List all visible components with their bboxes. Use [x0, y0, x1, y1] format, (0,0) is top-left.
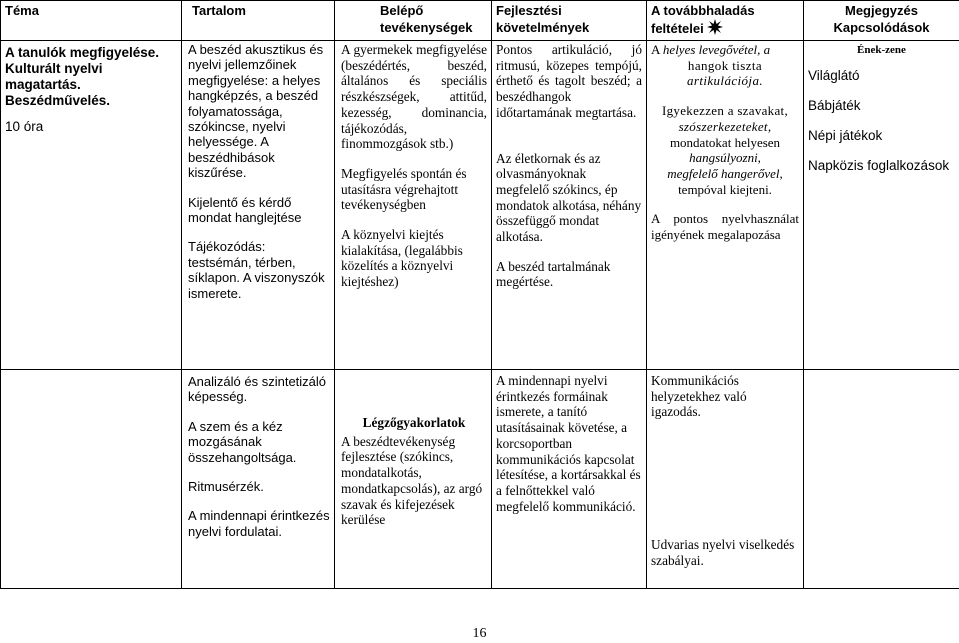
megjegyzes-cell-empty	[804, 370, 959, 589]
belepo-p2: Megfigyelés spontán és utasításra végrehajtott tevékenységben	[341, 165, 467, 213]
tovabbhaladas-line1	[651, 42, 799, 58]
megjegyzes-head: Ének-zene	[857, 44, 906, 56]
fejlesztesi2-text: A mindennapi nyelvi érintkezés formáinak ismerete, a tanító utasításainak követése, a korcsoportban kommunikációs kapcsolat létesítése, a kortársakkal és a felnőttekkel való megfelelő kommunikáció.	[496, 373, 641, 514]
megjegyzes-item-1: Világlátó	[808, 68, 860, 83]
megjegyzes-item-3: Népi játékok	[808, 128, 883, 143]
header-row	[1, 1, 959, 41]
header-megjegyzes: Megjegyzés Kapcsolódások	[804, 1, 959, 41]
tovabbhaladas-cell-2	[647, 370, 804, 589]
header-belepo: Belépő tevékenységek	[335, 1, 492, 41]
tema-title: A tanulók megfigyelése. Kulturált nyelvi magatartás. Beszédművelés.	[5, 45, 160, 108]
belepo-cell	[335, 41, 492, 370]
table-row	[1, 41, 959, 370]
tovabbhaladas-p2b: szószerkezeteket,	[678, 118, 772, 134]
fejlesztesi-p1: Pontos artikuláció, jó ritmusú, közepes tempójú, érthető és tagolt beszéd; a beszédhangok időtartamának megtartása.	[496, 42, 642, 120]
belepo-cell-2	[335, 370, 492, 589]
tovabbhaladas-p1c: hangok tiszta	[687, 57, 763, 73]
belepo2-text: A beszédtevékenység fejlesztése (szókincs, mondatalkotás, mondatkapcsolás), az argó szavak és kifejezések kerülése	[341, 433, 483, 528]
fejlesztesi-cell-2	[492, 370, 647, 589]
tartalom2-p3: Ritmusérzék.	[188, 479, 264, 495]
tovabbhaladas-p2f: tempóval kiejteni.	[678, 181, 772, 197]
tema-hours: 10 óra	[5, 119, 44, 134]
tartalom-p2: Kijelentő és kérdő mondat hanglejtése	[188, 194, 302, 226]
tovabbhaladas-p2e: megfelelő hangerővel,	[667, 165, 783, 181]
megjegyzes-cell	[804, 41, 959, 370]
tovabbhaladas-p3: A pontos nyelvhasználat igényének megalapozása	[651, 211, 799, 243]
header-tartalom: Tartalom	[182, 1, 335, 41]
tovabbhaladas-p1a: A	[651, 42, 663, 57]
eight-point-star-icon	[707, 19, 723, 39]
tema-cell-empty	[1, 370, 182, 589]
table-row	[1, 370, 959, 589]
fejlesztesi-p3: A beszéd tartalmának megértése.	[496, 258, 611, 290]
tovabbhaladas2-p1: Kommunikációs helyzetekhez való igazodás.	[651, 373, 747, 420]
tovabbhaladas-cell	[647, 41, 804, 370]
tovabbhaladas-p2d: hangsúlyozni,	[689, 150, 761, 166]
megjegyzes-item-4: Napközis foglalkozások	[808, 158, 950, 173]
header-tema: Téma	[1, 1, 182, 41]
tartalom-p3: Tájékozódás: testsémán, térben, síklapon. A viszonyszók ismerete.	[188, 239, 325, 301]
tema-cell	[1, 41, 182, 370]
header-tovabbhaladas-label: A továbbhaladás feltételei	[651, 3, 755, 36]
header-fejlesztesi: Fejlesztési követelmények	[492, 1, 647, 41]
tartalom-cell	[182, 41, 335, 370]
tovabbhaladas-p2a: Igyekezzen a szavakat,	[661, 103, 789, 119]
page-number: 16	[472, 626, 487, 641]
megjegyzes-item-2: Bábjáték	[808, 98, 861, 113]
belepo-p3: A köznyelvi kiejtés kialakítása, (legalábbis közelítés a köznyelvi kiejtéshez)	[341, 227, 463, 290]
tartalom-p1: A beszéd akusztikus és nyelvi jellemzőinek megfigyelése: a helyes hangképzés, a beszéd folyamatossága, szókincse, nyelvi helyessége. A beszédhibások kiszűrése.	[188, 42, 324, 181]
tartalom2-p2: A szem és a kéz mozgásának összehangoltsága.	[188, 418, 297, 465]
tovabbhaladas-p1d: artikulációja.	[686, 73, 763, 89]
header-tovabbhaladas	[647, 1, 804, 41]
tovabbhaladas2-p2: Udvarias nyelvi viselkedés szabályai.	[651, 537, 795, 568]
belepo-p1: A gyermekek megfigyelése (beszédértés, beszéd, általános és speciális részkészségek, attitűd, kezesség, dominancia, tájékozódás, finommozgások stb.)	[341, 42, 487, 152]
tovabbhaladas-p2c: mondatokat helyesen	[669, 134, 781, 150]
fejlesztesi-p2: Az életkornak és az olvasmányoknak megfelelő szókincs, ép mondatok alkotása, néhány összefüggő mondat alkotása.	[496, 150, 642, 245]
tartalom-cell-2	[182, 370, 335, 589]
fejlesztesi-cell	[492, 41, 647, 370]
belepo2-title: Légzőgyakorlatok	[362, 415, 466, 430]
tartalom2-p1: Analizáló és szintetizáló képesség.	[188, 374, 327, 405]
tartalom2-p4: A mindennapi érintkezés nyelvi fordulatai.	[188, 508, 330, 539]
tovabbhaladas-p1b: helyes levegővétel, a	[662, 42, 771, 57]
